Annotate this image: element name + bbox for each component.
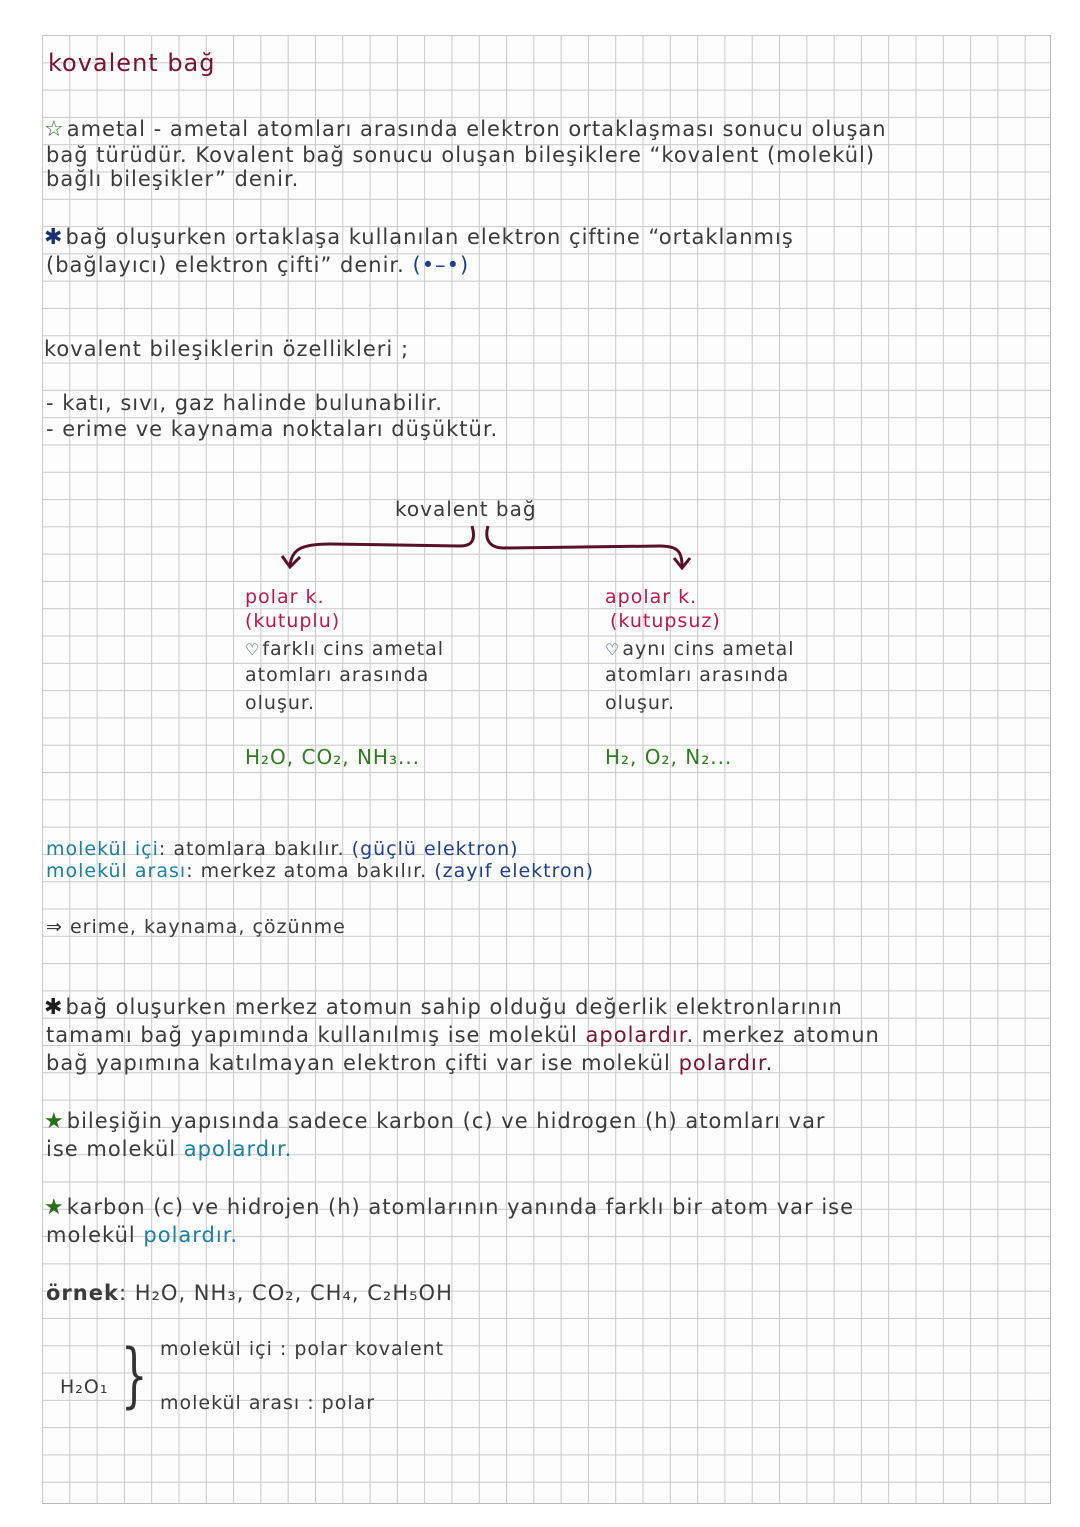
polar-examples: H₂O, CO₂, NH₃... <box>245 745 421 769</box>
bond-pair-symbol: (•–•) <box>412 253 470 277</box>
hydrocarbon-line-2: ise molekül apolardır. <box>46 1137 293 1161</box>
branch-arrows-icon <box>270 520 710 580</box>
central-atom-line-1: ✱bağ oluşurken merkez atomun sahip olduğu değerlik elektronlarının <box>44 995 843 1020</box>
central-atom-line-2: tamamı bağ yapımında kullanılmış ise molekül apolardır. merkez atomun <box>46 1023 880 1047</box>
example-intra: molekül içi : polar kovalent <box>160 1338 445 1360</box>
brace-icon: } <box>120 1334 148 1416</box>
definition-line-2: bağ türüdür. Kovalent bağ sonucu oluşan bileşiklere “kovalent (molekül) <box>46 143 876 167</box>
polar-desc-2: atomları arasında <box>245 664 430 686</box>
property-item: - katı, sıvı, gaz halinde bulunabilir. <box>46 391 443 415</box>
definition-line-3: bağlı bileşikler” denir. <box>46 167 300 191</box>
hydrocarbon-line-1: ★bileşiğin yapısında sadece karbon (c) ve hidrogen (h) atomları var <box>44 1109 826 1134</box>
shared-pair-line-2: (bağlayıcı) elektron çifti” denir. (•–•) <box>46 253 470 277</box>
example-inter: molekül arası : polar <box>160 1392 376 1414</box>
intra-molecular-note: molekül içi: atomlara bakılır. (güçlü elektron) <box>46 838 519 860</box>
apolar-examples: H₂, O₂, N₂... <box>605 745 733 769</box>
apolar-desc-3: oluşur. <box>605 692 675 714</box>
diagram-root: kovalent bağ <box>395 497 537 521</box>
page-title: kovalent bağ <box>48 49 216 77</box>
star-green-icon: ★ <box>44 1109 65 1134</box>
star-outline-icon: ☆ <box>44 117 65 142</box>
polar-desc-1: ♡ farklı cins ametal <box>245 638 445 660</box>
central-atom-line-3: bağ yapımına katılmayan elektron çifti var ise molekül polardır. <box>46 1051 774 1075</box>
polar-desc-3: oluşur. <box>245 692 315 714</box>
star-dark-icon: ✱ <box>44 995 64 1020</box>
heart-icon: ♡ <box>605 640 621 659</box>
apolar-title: apolar k. <box>605 586 698 608</box>
star-navy-icon: ✱ <box>44 225 64 250</box>
star-green-icon: ★ <box>44 1195 65 1220</box>
polar-subtitle: (kutuplu) <box>245 610 341 632</box>
properties-heading: kovalent bileşiklerin özellikleri ; <box>44 337 410 361</box>
example-molecule: H₂O₁ <box>60 1376 109 1398</box>
inter-molecular-note: molekül arası: merkez atoma bakılır. (zayıf elektron) <box>46 860 595 882</box>
apolar-subtitle: (kutupsuz) <box>610 610 721 632</box>
polar-title: polar k. <box>245 586 325 608</box>
heart-icon: ♡ <box>245 640 261 659</box>
apolar-desc-1: ♡ aynı cins ametal <box>605 638 795 660</box>
hetero-line-1: ★karbon (c) ve hidrojen (h) atomlarının yanında farklı bir atom var ise <box>44 1195 855 1220</box>
example-line: örnek: H₂O, NH₃, CO₂, CH₄, C₂H₅OH <box>46 1281 453 1305</box>
hetero-line-2: molekül polardır. <box>46 1223 239 1247</box>
property-item: - erime ve kaynama noktaları düşüktür. <box>46 417 499 441</box>
shared-pair-line-1: ✱bağ oluşurken ortaklaşa kullanılan elektron çiftine “ortaklanmış <box>44 225 794 250</box>
definition-line-1: ☆ametal - ametal atomları arasında elektron ortaklaşması sonucu oluşan <box>44 117 887 142</box>
apolar-desc-2: atomları arasında <box>605 664 790 686</box>
implies-note: ⇒ erime, kaynama, çözünme <box>46 916 346 938</box>
